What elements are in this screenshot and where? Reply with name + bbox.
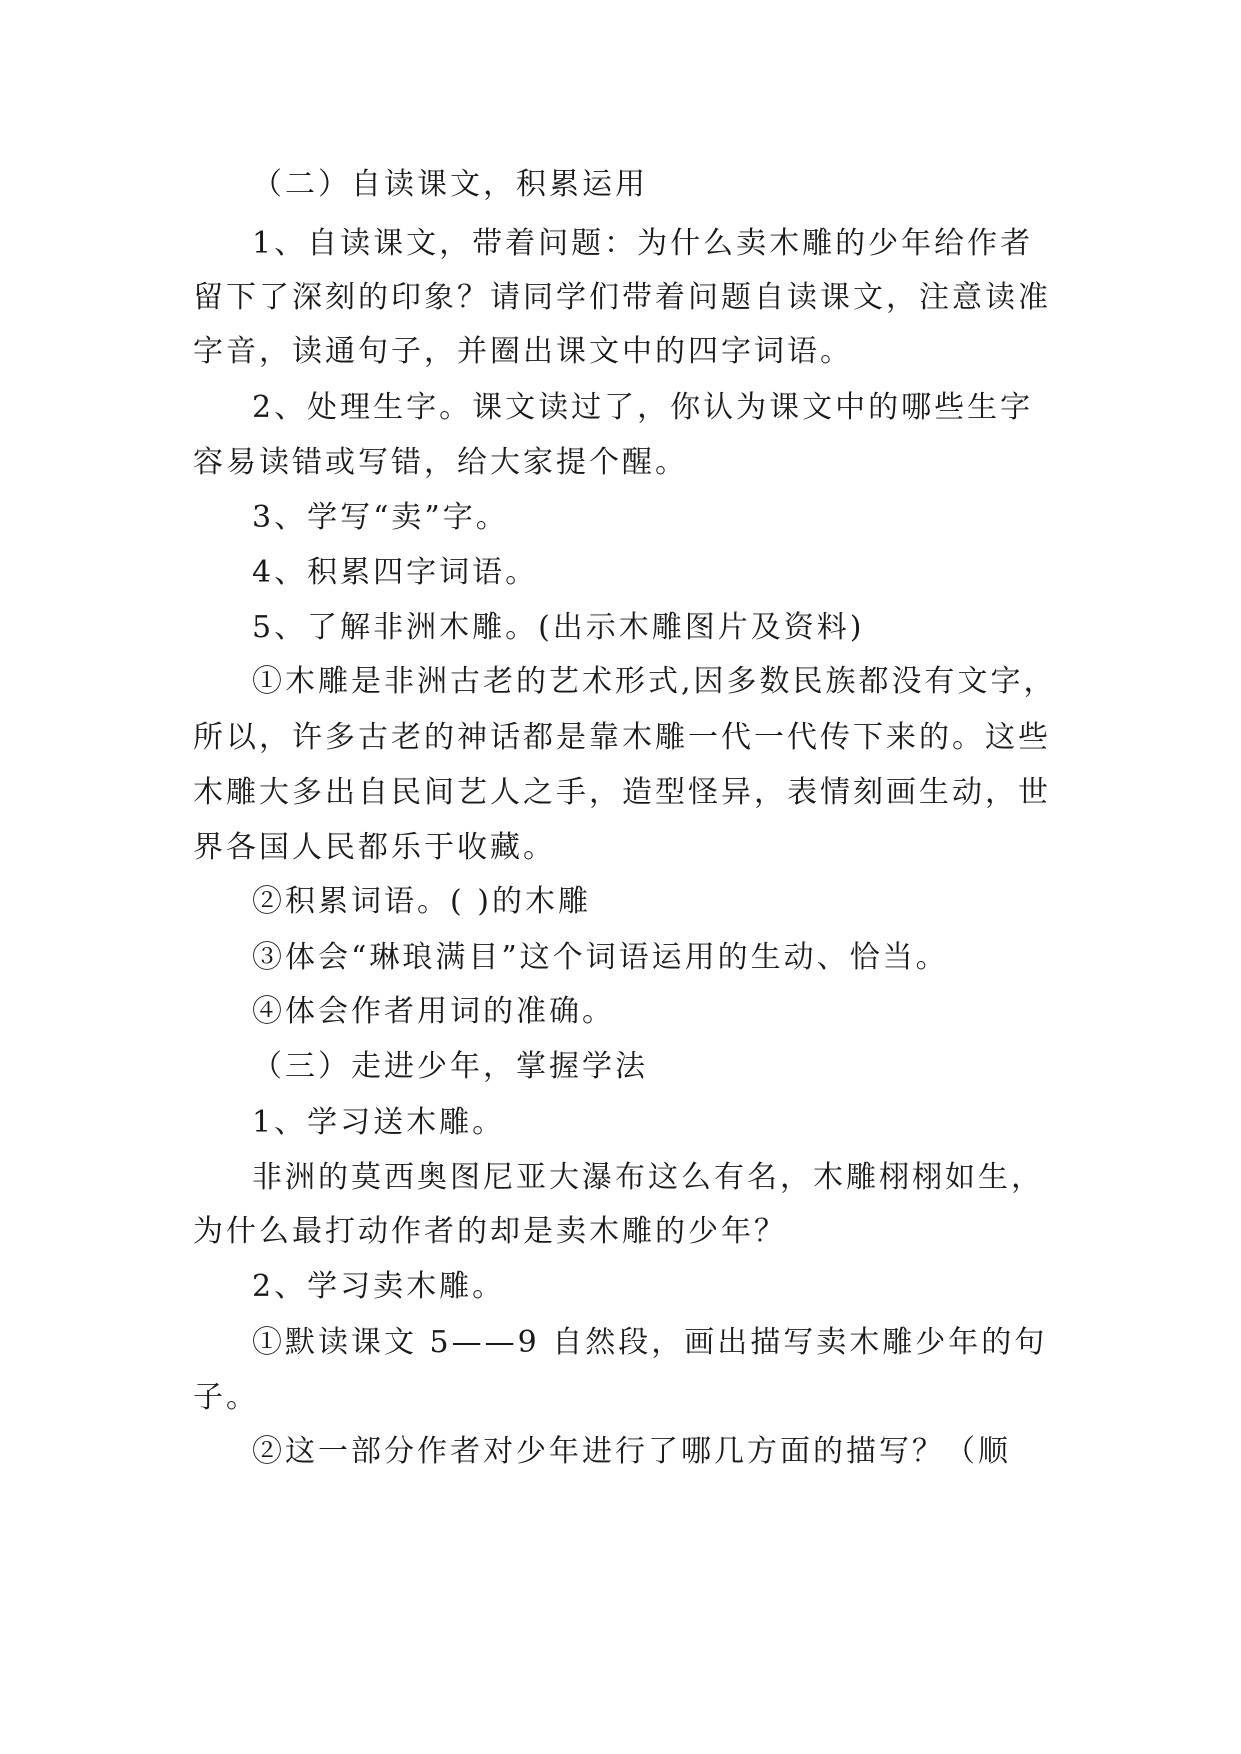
paragraph-line: 界各国人民都乐于收藏。 [193, 830, 556, 865]
paragraph-line: ④体会作者用词的准确。 [252, 994, 615, 1029]
paragraph-line: ③体会“琳琅满目”这个词语运用的生动、恰当。 [252, 940, 949, 975]
paragraph-line: 子。 [193, 1380, 259, 1415]
paragraph-line: 1、学习送木雕。 [252, 1105, 506, 1140]
paragraph-line: 5、了解非洲木雕。(出示木雕图片及资料) [252, 610, 865, 645]
paragraph-line: ①默读课文 5——9 自然段，画出描写卖木雕少年的句 [252, 1325, 1048, 1360]
section-heading-2: （二）自读课文，积累运用 [252, 167, 648, 202]
paragraph-line: 3、学写“卖”字。 [252, 500, 509, 535]
paragraph-line: 1、自读课文，带着问题：为什么卖木雕的少年给作者 [252, 226, 1034, 261]
paragraph-line: 木雕大多出自民间艺人之手，造型怪异，表情刻画生动，世 [193, 775, 1051, 810]
section-heading-3: （三）走进少年，掌握学法 [252, 1049, 648, 1084]
paragraph-line: 留下了深刻的印象？请同学们带着问题自读课文，注意读准 [193, 280, 1051, 315]
paragraph-line: ②积累词语。( )的木雕 [252, 884, 591, 919]
paragraph-line: 非洲的莫西奥图尼亚大瀑布这么有名，木雕栩栩如生， [252, 1160, 1044, 1195]
paragraph-line: ②这一部分作者对少年进行了哪几方面的描写？（顺 [252, 1434, 1011, 1469]
paragraph-line: 为什么最打动作者的却是卖木雕的少年？ [193, 1214, 787, 1249]
paragraph-line: 容易读错或写错，给大家提个醒。 [193, 445, 688, 480]
paragraph-line: 4、积累四字词语。 [252, 555, 539, 590]
paragraph-line: ①木雕是非洲古老的艺术形式,因多数民族都没有文字， [252, 664, 1057, 699]
paragraph-line: 2、学习卖木雕。 [252, 1269, 506, 1304]
paragraph-line: 2、处理生字。课文读过了，你认为课文中的哪些生字 [252, 390, 1034, 425]
paragraph-line: 所以，许多古老的神话都是靠木雕一代一代传下来的。这些 [193, 720, 1051, 755]
paragraph-line: 字音，读通句子，并圈出课文中的四字词语。 [193, 334, 853, 369]
